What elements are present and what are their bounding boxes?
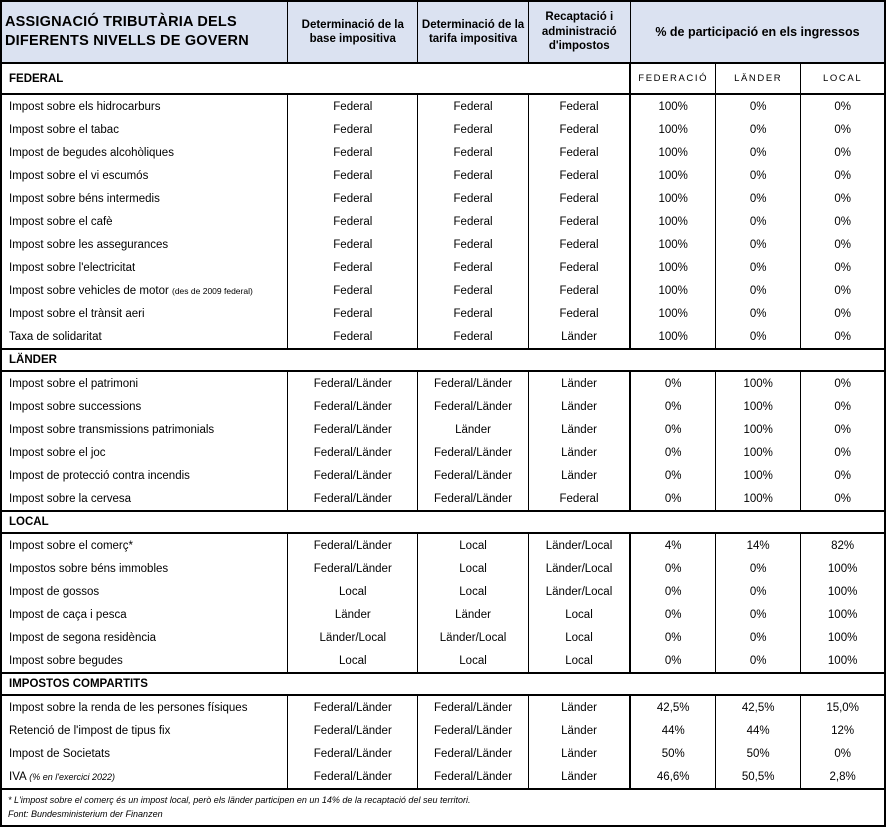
tarifa-cell: Federal — [418, 302, 528, 325]
federacio-cell: 100% — [630, 141, 715, 164]
recaptacio-cell: Federal — [528, 279, 630, 302]
tax-name: Impostos sobre béns immobles — [9, 562, 169, 575]
recaptacio-cell: Federal — [528, 141, 630, 164]
tax-name-note: (% en l'exercici 2022) — [29, 771, 116, 782]
recaptacio-cell: Federal — [528, 94, 630, 118]
federacio-cell: 0% — [630, 580, 715, 603]
tax-row — [1, 557, 885, 580]
tax-name-cell — [1, 395, 288, 418]
lander-cell: 14% — [716, 533, 801, 557]
federacio-cell: 0% — [630, 418, 715, 441]
federacio-cell: 100% — [630, 233, 715, 256]
tax-name: Impost sobre el vi escumós — [9, 169, 149, 182]
local-cell: 0% — [801, 487, 885, 511]
local-cell: 100% — [801, 557, 885, 580]
tax-name: Impost de protecció contra incendis — [9, 469, 190, 482]
tax-name: Impost sobre el trànsit aeri — [9, 307, 145, 320]
lander-cell: 0% — [716, 649, 801, 673]
tax-row — [1, 233, 885, 256]
table-body — [1, 94, 885, 789]
tarifa-cell: Länder — [418, 418, 528, 441]
tax-name-cell — [1, 441, 288, 464]
local-cell: 82% — [801, 533, 885, 557]
tax-name: Impost sobre el comerç* — [9, 539, 133, 552]
lander-cell: 0% — [716, 279, 801, 302]
tax-name-cell — [1, 164, 288, 187]
tax-row — [1, 395, 885, 418]
section-label: LÄNDER — [1, 349, 885, 371]
federacio-cell: 0% — [630, 371, 715, 395]
lander-cell: 0% — [716, 187, 801, 210]
federacio-cell: 0% — [630, 395, 715, 418]
federacio-cell: 0% — [630, 464, 715, 487]
base-cell: Federal — [288, 302, 418, 325]
base-cell: Local — [288, 580, 418, 603]
tarifa-cell: Federal/Länder — [418, 395, 528, 418]
local-cell: 0% — [801, 187, 885, 210]
local-cell: 15,0% — [801, 695, 885, 719]
federacio-cell: 0% — [630, 441, 715, 464]
tax-name: Impost sobre la renda de les persones físiques — [9, 701, 248, 714]
footnote-row — [1, 789, 885, 826]
base-cell: Federal — [288, 141, 418, 164]
recaptacio-cell: Federal — [528, 487, 630, 511]
tarifa-cell: Local — [418, 580, 528, 603]
tax-name-cell — [1, 626, 288, 649]
recaptacio-cell: Länder — [528, 765, 630, 789]
tax-row — [1, 533, 885, 557]
tarifa-cell: Federal — [418, 94, 528, 118]
tarifa-cell: Federal/Länder — [418, 742, 528, 765]
footnote-commerce-tax: * L'impost sobre el comerç és un impost local, però els länder participen en un 14% de la recaptació del seu territori. — [8, 795, 471, 805]
federacio-cell: 100% — [630, 210, 715, 233]
base-cell: Federal/Länder — [288, 695, 418, 719]
tax-name-cell — [1, 487, 288, 511]
lander-cell: 100% — [716, 418, 801, 441]
base-cell: Federal — [288, 187, 418, 210]
tax-row — [1, 371, 885, 395]
tax-name: IVA — [9, 770, 27, 783]
lander-cell: 0% — [716, 580, 801, 603]
subheader-row — [1, 63, 885, 94]
tax-name: Impost sobre el patrimoni — [9, 377, 139, 390]
tax-row — [1, 418, 885, 441]
tax-name: Retenció de l'impost de tipus fix — [9, 724, 171, 737]
tarifa-cell: Federal — [418, 210, 528, 233]
base-cell: Federal/Länder — [288, 557, 418, 580]
tax-name-cell — [1, 719, 288, 742]
recaptacio-cell: Länder — [528, 719, 630, 742]
federacio-cell: 0% — [630, 626, 715, 649]
base-cell: Federal — [288, 210, 418, 233]
tarifa-cell: Federal — [418, 279, 528, 302]
local-cell: 100% — [801, 626, 885, 649]
local-cell: 0% — [801, 164, 885, 187]
local-cell: 0% — [801, 233, 885, 256]
base-cell: Federal — [288, 94, 418, 118]
tax-name-cell — [1, 141, 288, 164]
tarifa-cell: Federal — [418, 118, 528, 141]
tax-name: Impost de Societats — [9, 747, 110, 760]
recaptacio-cell: Länder — [528, 418, 630, 441]
federacio-cell: 100% — [630, 94, 715, 118]
federacio-cell: 100% — [630, 325, 715, 349]
recaptacio-cell: Länder/Local — [528, 580, 630, 603]
tax-name: Impost de caça i pesca — [9, 608, 127, 621]
lander-cell: 100% — [716, 395, 801, 418]
recaptacio-cell: Länder/Local — [528, 557, 630, 580]
lander-cell: 0% — [716, 94, 801, 118]
recaptacio-cell: Länder — [528, 441, 630, 464]
lander-cell: 0% — [716, 302, 801, 325]
tax-name: Impost sobre béns intermedis — [9, 192, 160, 205]
tax-name-cell — [1, 464, 288, 487]
recaptacio-cell: Federal — [528, 164, 630, 187]
lander-cell: 100% — [716, 441, 801, 464]
tax-name: Impost sobre els hidrocarburs — [9, 100, 161, 113]
tax-name: Taxa de solidaritat — [9, 330, 102, 343]
page-title: ASSIGNACIÓ TRIBUTÀRIA DELS DIFERENTS NIVELLS DE GOVERN — [1, 1, 288, 63]
tax-name-cell — [1, 418, 288, 441]
tarifa-cell: Federal/Länder — [418, 371, 528, 395]
tarifa-cell: Federal/Länder — [418, 464, 528, 487]
tax-name: Impost de gossos — [9, 585, 100, 598]
tax-name: Impost sobre la cervesa — [9, 492, 132, 505]
section-label: LOCAL — [1, 511, 885, 533]
tax-row — [1, 487, 885, 511]
section-label: IMPOSTOS COMPARTITS — [1, 673, 885, 695]
local-cell: 100% — [801, 580, 885, 603]
recaptacio-cell: Länder — [528, 742, 630, 765]
tax-row — [1, 441, 885, 464]
recaptacio-cell: Local — [528, 626, 630, 649]
recaptacio-cell: Länder — [528, 464, 630, 487]
tax-name-cell — [1, 533, 288, 557]
footnote-source: Font: Bundesministerium der Finanzen — [8, 809, 163, 819]
base-cell: Federal/Länder — [288, 464, 418, 487]
federacio-cell: 100% — [630, 279, 715, 302]
recaptacio-cell: Länder — [528, 371, 630, 395]
local-cell: 0% — [801, 742, 885, 765]
federacio-cell: 50% — [630, 742, 715, 765]
federacio-cell: 100% — [630, 256, 715, 279]
base-cell: Federal/Länder — [288, 441, 418, 464]
local-cell: 0% — [801, 395, 885, 418]
section-row — [1, 349, 885, 371]
local-cell: 0% — [801, 302, 885, 325]
lander-cell: 44% — [716, 719, 801, 742]
recaptacio-cell: Länder — [528, 325, 630, 349]
base-cell: Federal — [288, 118, 418, 141]
local-cell: 0% — [801, 210, 885, 233]
federacio-cell: 100% — [630, 164, 715, 187]
local-cell: 0% — [801, 418, 885, 441]
tax-row — [1, 94, 885, 118]
col-header-local: LOCAL — [801, 63, 885, 94]
federacio-cell: 100% — [630, 187, 715, 210]
tax-row — [1, 256, 885, 279]
base-cell: Federal — [288, 279, 418, 302]
tax-name-cell — [1, 765, 288, 789]
base-cell: Federal/Länder — [288, 719, 418, 742]
federacio-cell: 0% — [630, 649, 715, 673]
lander-cell: 0% — [716, 325, 801, 349]
footnotes-cell — [1, 789, 885, 826]
tax-row — [1, 187, 885, 210]
col-header-recaptacio: Recaptació i administració d'impostos — [528, 1, 630, 63]
tarifa-cell: Federal/Länder — [418, 487, 528, 511]
tax-name-cell — [1, 187, 288, 210]
local-cell: 0% — [801, 464, 885, 487]
local-cell: 100% — [801, 603, 885, 626]
tax-name-cell — [1, 233, 288, 256]
base-cell: Federal — [288, 233, 418, 256]
tarifa-cell: Federal/Länder — [418, 765, 528, 789]
tax-name-cell — [1, 557, 288, 580]
tax-name: Impost sobre el joc — [9, 446, 106, 459]
tax-name-cell — [1, 649, 288, 673]
tax-row — [1, 719, 885, 742]
base-cell: Federal/Länder — [288, 765, 418, 789]
tarifa-cell: Federal — [418, 187, 528, 210]
section-row — [1, 511, 885, 533]
local-cell: 0% — [801, 441, 885, 464]
federacio-cell: 100% — [630, 118, 715, 141]
base-cell: Länder — [288, 603, 418, 626]
base-cell: Federal/Länder — [288, 742, 418, 765]
tarifa-cell: Federal — [418, 141, 528, 164]
tax-name: Impost sobre successions — [9, 400, 142, 413]
base-cell: Federal/Länder — [288, 418, 418, 441]
recaptacio-cell: Federal — [528, 233, 630, 256]
base-cell: Federal — [288, 164, 418, 187]
lander-cell: 0% — [716, 557, 801, 580]
tax-row — [1, 580, 885, 603]
col-header-lander: LÄNDER — [716, 63, 801, 94]
tax-name-cell — [1, 210, 288, 233]
recaptacio-cell: Federal — [528, 210, 630, 233]
tarifa-cell: Local — [418, 533, 528, 557]
base-cell: Länder/Local — [288, 626, 418, 649]
base-cell: Federal/Länder — [288, 487, 418, 511]
tarifa-cell: Länder — [418, 603, 528, 626]
tax-row — [1, 302, 885, 325]
tax-name-cell — [1, 371, 288, 395]
tax-row — [1, 279, 885, 302]
recaptacio-cell: Länder — [528, 395, 630, 418]
tax-name: Impost sobre les assegurances — [9, 238, 169, 251]
lander-cell: 0% — [716, 141, 801, 164]
lander-cell: 0% — [716, 164, 801, 187]
local-cell: 0% — [801, 325, 885, 349]
tax-name: Impost sobre begudes — [9, 654, 123, 667]
federacio-cell: 0% — [630, 603, 715, 626]
local-cell: 100% — [801, 649, 885, 673]
tax-row — [1, 325, 885, 349]
recaptacio-cell: Federal — [528, 256, 630, 279]
tax-row — [1, 765, 885, 789]
tarifa-cell: Federal/Länder — [418, 441, 528, 464]
col-header-federacio: FEDERACIÓ — [630, 63, 715, 94]
tax-row — [1, 695, 885, 719]
section-row — [1, 673, 885, 695]
tax-row — [1, 464, 885, 487]
lander-cell: 42,5% — [716, 695, 801, 719]
lander-cell: 0% — [716, 626, 801, 649]
recaptacio-cell: Federal — [528, 187, 630, 210]
tax-row — [1, 118, 885, 141]
base-cell: Federal/Länder — [288, 533, 418, 557]
tax-name: Impost de segona residència — [9, 631, 157, 644]
tax-row — [1, 742, 885, 765]
col-header-participacio: % de participació en els ingressos — [630, 1, 885, 63]
lander-cell: 0% — [716, 118, 801, 141]
tax-name-cell — [1, 302, 288, 325]
base-cell: Federal/Länder — [288, 395, 418, 418]
tax-name-cell — [1, 742, 288, 765]
tax-row — [1, 141, 885, 164]
tax-row — [1, 210, 885, 233]
base-cell: Federal/Länder — [288, 371, 418, 395]
federacio-cell: 0% — [630, 487, 715, 511]
recaptacio-cell: Länder/Local — [528, 533, 630, 557]
tax-row — [1, 626, 885, 649]
recaptacio-cell: Federal — [528, 118, 630, 141]
tarifa-cell: Länder/Local — [418, 626, 528, 649]
tax-name: Impost sobre l'electricitat — [9, 261, 136, 274]
tax-row — [1, 603, 885, 626]
tax-name-cell — [1, 325, 288, 349]
local-cell: 2,8% — [801, 765, 885, 789]
federacio-cell: 44% — [630, 719, 715, 742]
tax-name: Impost sobre el tabac — [9, 123, 119, 136]
tax-name-cell — [1, 256, 288, 279]
table-header-row — [1, 1, 885, 63]
tax-name-cell — [1, 603, 288, 626]
tarifa-cell: Federal/Länder — [418, 719, 528, 742]
lander-cell: 50% — [716, 742, 801, 765]
tarifa-cell: Federal — [418, 256, 528, 279]
col-header-base-impositiva: Determinació de la base impositiva — [288, 1, 418, 63]
base-cell: Local — [288, 649, 418, 673]
tax-name-cell — [1, 580, 288, 603]
lander-cell: 100% — [716, 487, 801, 511]
recaptacio-cell: Local — [528, 603, 630, 626]
lander-cell: 100% — [716, 464, 801, 487]
tarifa-cell: Federal — [418, 325, 528, 349]
tarifa-cell: Local — [418, 649, 528, 673]
local-cell: 0% — [801, 141, 885, 164]
federacio-cell: 42,5% — [630, 695, 715, 719]
recaptacio-cell: Federal — [528, 302, 630, 325]
federacio-cell: 4% — [630, 533, 715, 557]
tax-name-cell — [1, 279, 288, 302]
lander-cell: 100% — [716, 371, 801, 395]
tax-row — [1, 649, 885, 673]
federacio-cell: 0% — [630, 557, 715, 580]
tarifa-cell: Local — [418, 557, 528, 580]
tax-name: Impost de begudes alcohòliques — [9, 146, 174, 159]
tax-name: Impost sobre transmissions patrimonials — [9, 423, 215, 436]
tarifa-cell: Federal — [418, 164, 528, 187]
lander-cell: 0% — [716, 233, 801, 256]
federacio-cell: 46,6% — [630, 765, 715, 789]
tax-name-note: (des de 2009 federal) — [172, 285, 253, 296]
recaptacio-cell: Local — [528, 649, 630, 673]
lander-cell: 50,5% — [716, 765, 801, 789]
lander-cell: 0% — [716, 603, 801, 626]
recaptacio-cell: Länder — [528, 695, 630, 719]
lander-cell: 0% — [716, 256, 801, 279]
section-header-federal: FEDERAL — [1, 63, 630, 94]
local-cell: 12% — [801, 719, 885, 742]
tax-name: Impost sobre vehicles de motor — [9, 284, 169, 297]
local-cell: 0% — [801, 256, 885, 279]
tax-name: Impost sobre el cafè — [9, 215, 113, 228]
lander-cell: 0% — [716, 210, 801, 233]
tarifa-cell: Federal — [418, 233, 528, 256]
tax-name-cell — [1, 695, 288, 719]
tax-name-cell — [1, 118, 288, 141]
federacio-cell: 100% — [630, 302, 715, 325]
local-cell: 0% — [801, 371, 885, 395]
local-cell: 0% — [801, 118, 885, 141]
tax-name-cell — [1, 94, 288, 118]
local-cell: 0% — [801, 279, 885, 302]
tax-row — [1, 164, 885, 187]
tarifa-cell: Federal/Länder — [418, 695, 528, 719]
local-cell: 0% — [801, 94, 885, 118]
col-header-tarifa-impositiva: Determinació de la tarifa impositiva — [418, 1, 528, 63]
base-cell: Federal — [288, 256, 418, 279]
base-cell: Federal — [288, 325, 418, 349]
